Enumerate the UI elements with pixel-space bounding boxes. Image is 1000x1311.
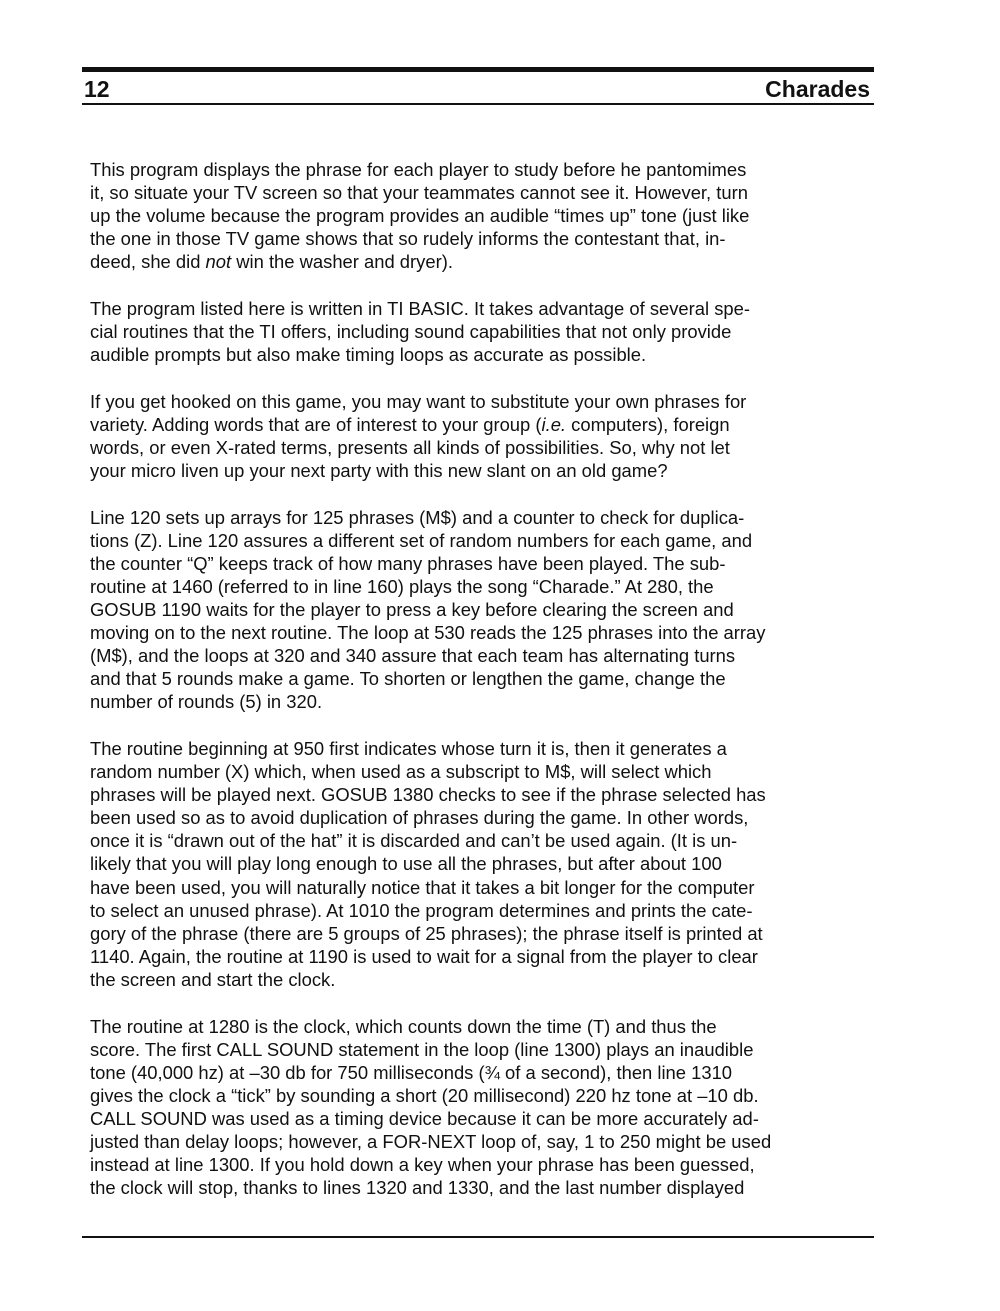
footer-rule <box>82 1236 874 1238</box>
text-line: the clock will stop, thanks to lines 1320 and 1330, and the last number displayed <box>90 1177 745 1199</box>
text-line: likely that you will play long enough to use all the phrases, but after about 100 <box>90 853 722 875</box>
header-rule-bottom <box>82 103 874 105</box>
text-line: phrases will be played next. GOSUB 1380 checks to see if the phrase selected has <box>90 784 766 806</box>
text-line: score. The first CALL SOUND statement in the loop (line 1300) plays an inaudible <box>90 1038 754 1060</box>
paragraph <box>90 1015 880 1200</box>
text-line: random number (X) which, when used as a subscript to M$, will select which <box>90 761 712 783</box>
text-line: it, so situate your TV screen so that your teammates cannot see it. However, turn <box>90 182 748 204</box>
text-line: GOSUB 1190 waits for the player to press a key before clearing the screen and <box>90 599 734 620</box>
text-line: cial routines that the TI offers, including sound capabilities that not only provide <box>90 321 732 343</box>
page-number: 12 <box>84 76 110 102</box>
text-line: gives the clock a “tick” by sounding a short (20 millisecond) 220 hz tone at –10 db. <box>90 1084 759 1106</box>
text-line: The routine beginning at 950 first indicates whose turn it is, then it generates a <box>90 737 727 759</box>
paragraph <box>90 297 880 366</box>
text-line: the screen and start the clock. <box>90 968 336 990</box>
text-line: your micro liven up your next party with this new slant on an old game? <box>90 460 668 482</box>
text-line: routine at 1460 (referred to in line 160) plays the song “Charade.” At 280, the <box>90 575 714 597</box>
paragraph <box>90 390 880 482</box>
paragraph <box>90 737 880 991</box>
body-text <box>90 158 880 1223</box>
text-line: The program listed here is written in TI BASIC. It takes advantage of several spe- <box>90 297 750 319</box>
emphasis: i.e. <box>541 413 567 435</box>
text-line: tone (40,000 hz) at –30 db for 750 milliseconds (¾ of a second), then line 1310 <box>90 1061 733 1083</box>
text-line: up the volume because the program provides an audible “times up” tone (just like <box>90 205 750 227</box>
text-line: 1140. Again, the routine at 1190 is used to wait for a signal from the player to clear <box>90 945 758 967</box>
text-line: moving on to the next routine. The loop at 530 reads the 125 phrases into the array <box>90 622 766 644</box>
text-line: to select an unused phrase). At 1010 the program determines and prints the cate- <box>90 899 753 921</box>
text-line: instead at line 1300. If you hold down a key when your phrase has been guessed, <box>90 1154 755 1176</box>
text-line: This program displays the phrase for each player to study before he pantomimes <box>90 159 747 180</box>
text-line: tions (Z). Line 120 assures a different set of random numbers for each game, and <box>90 529 753 551</box>
text-line: (M$), and the loops at 320 and 340 assure that each team has alternating turns <box>90 645 736 667</box>
text-line: have been used, you will naturally notice that it takes a bit longer for the computer <box>90 876 755 898</box>
text-line: once it is “drawn out of the hat” it is discarded and can’t be used again. (It is un- <box>90 830 738 852</box>
text-line: CALL SOUND was used as a timing device because it can be more accurately ad- <box>90 1107 759 1129</box>
running-title: Charades <box>765 76 870 102</box>
header-rule-top <box>82 67 874 72</box>
text-line: Line 120 sets up arrays for 125 phrases (M$) and a counter to check for duplica- <box>90 506 745 528</box>
text-line: number of rounds (5) in 320. <box>90 691 323 713</box>
text-line: and that 5 rounds make a game. To shorten or lengthen the game, change the <box>90 668 726 690</box>
text-line: the one in those TV game shows that so rudely informs the contestant that, in- <box>90 228 726 250</box>
text-line: If you get hooked on this game, you may want to substitute your own phrases for <box>90 390 747 412</box>
text-line: the counter “Q” keeps track of how many phrases have been played. The sub- <box>90 552 726 574</box>
text-line: words, or even X-rated terms, presents all kinds of possibilities. So, why not let <box>90 436 730 458</box>
text-line: variety. Adding words that are of interest to your group (i.e. computers), foreign <box>90 413 730 435</box>
text-line: The routine at 1280 is the clock, which counts down the time (T) and thus the <box>90 1015 717 1037</box>
emphasis: not <box>205 251 232 273</box>
text-line: justed than delay loops; however, a FOR-NEXT loop of, say, 1 to 250 might be used <box>90 1130 772 1152</box>
text-line: been used so as to avoid duplication of phrases during the game. In other words, <box>90 807 749 829</box>
text-line: audible prompts but also make timing loops as accurate as possible. <box>90 344 647 366</box>
text-line: gory of the phrase (there are 5 groups of 25 phrases); the phrase itself is printed at <box>90 922 763 944</box>
text-line: deed, she did not win the washer and dryer). <box>90 251 453 273</box>
paragraph <box>90 158 880 273</box>
paragraph <box>90 506 880 714</box>
